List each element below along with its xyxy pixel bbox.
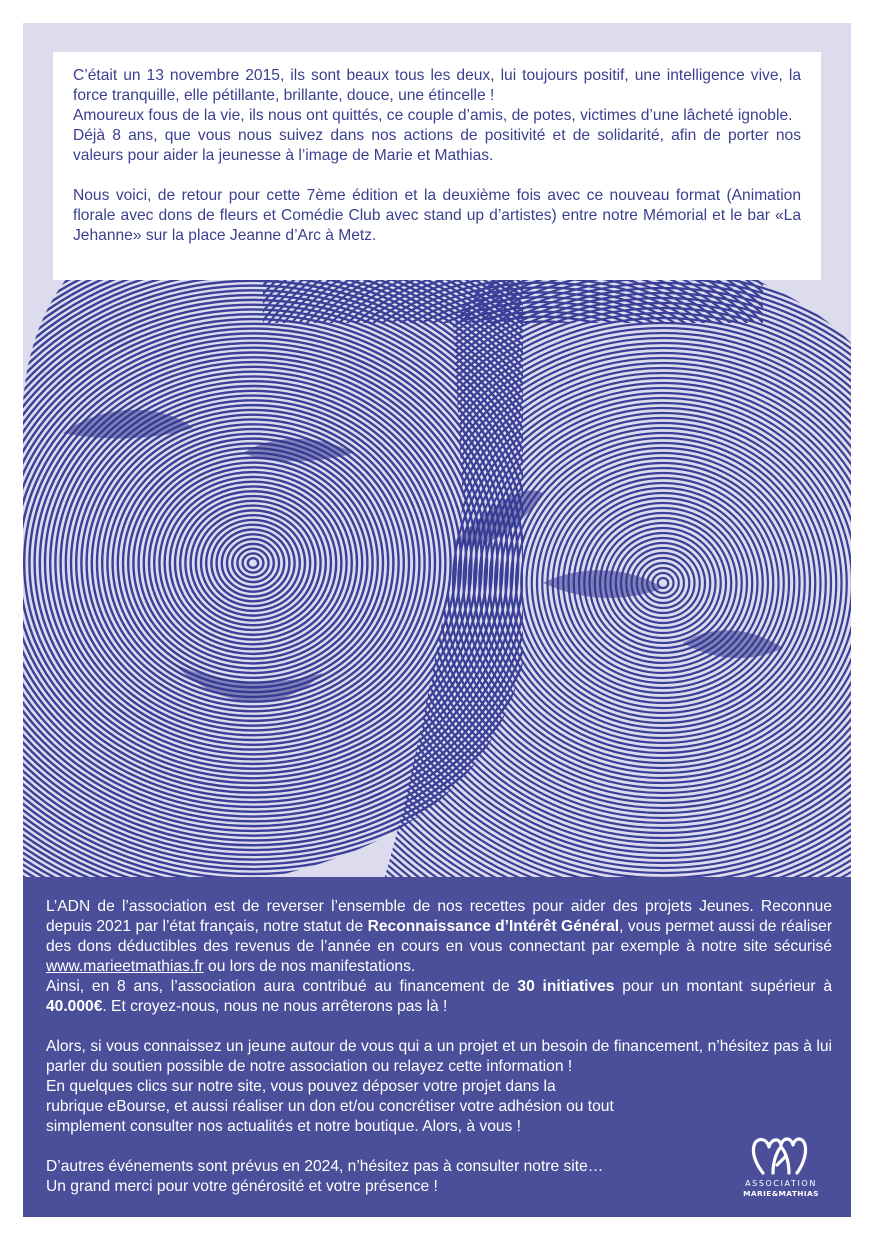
alors-line-3: rubrique eBourse, et aussi réaliser un don et/ou concrétiser votre adhésion ou tout bbox=[46, 1098, 614, 1115]
amount-value: 40.000€ bbox=[46, 998, 103, 1015]
alors-line-4: simplement consulter nos actualités et notre boutique. Alors, à vous ! bbox=[46, 1118, 521, 1135]
adn-status-text: , vous permet aussi de réaliser des dons déductibles des revenus de l’année en cours en vous connectant par exemple à notre site sécurisé bbox=[46, 918, 833, 955]
end-text: . Et croyez-nous, nous ne nous arrêterons pas là ! bbox=[102, 998, 448, 1015]
montant-text: pour un montant supérieur à bbox=[614, 978, 832, 995]
association-logo bbox=[743, 1133, 819, 1203]
heart-mm-logo-icon bbox=[743, 1133, 819, 1179]
status-label: Reconnaissance d’Intérêt Général bbox=[367, 918, 620, 935]
intro-paragraph-2: Amoureux fous de la vie, ils nous ont quittés, ce couple d’amis, de potes, victimes d’une lâcheté ignoble. bbox=[73, 107, 793, 124]
website-link[interactable]: www.marieetmathias.fr bbox=[46, 958, 204, 975]
poster bbox=[23, 23, 851, 1217]
outro-line-2: Un grand merci pour votre générosité et votre présence ! bbox=[46, 1178, 438, 1195]
intro-paragraph-1: C’était un 13 novembre 2015, ils sont beaux tous les deux, lui toujours positif, une intelligence vive, la force tranquille, elle pétillante, brillante, douce, une étincelle ! bbox=[73, 67, 801, 104]
intro-paragraph-3: Déjà 8 ans, que vous nous suivez dans nos actions de positivité et de solidarité, afin de porter nos valeurs pour aider la jeunesse à l’image de Marie et Mathias. bbox=[73, 127, 801, 164]
adn-paragraph bbox=[46, 897, 832, 977]
intro-paragraph-4: Nous voici, de retour pour cette 7ème édition et la deuxième fois avec ce nouveau format (Animation florale avec dons de fleurs et Comédie Club avec stand up d’artistes) entre notre Mémorial et le bar «La Jehanne» sur la place Jeanne d’Arc à Metz. bbox=[73, 187, 801, 244]
alors-paragraph: Alors, si vous connaissez un jeune autour de vous qui a un projet et un besoin de financement, n’hésitez pas à lui parler du soutien possible de notre association ou relayez cette information ! bbox=[46, 1038, 832, 1075]
logo-line-1: ASSOCIATION bbox=[745, 1179, 817, 1188]
outro-line-1: D’autres événements sont prévus en 2024, n’hésitez pas à consulter notre site… bbox=[46, 1158, 604, 1175]
initiatives-count: 30 initiatives bbox=[517, 978, 615, 995]
adn-site-text: ou lors de nos manifestations. bbox=[203, 958, 416, 975]
info-band bbox=[23, 877, 851, 1217]
intro-text-box bbox=[53, 52, 821, 280]
ainsi-text: Ainsi, en 8 ans, l’association aura contribué au financement de bbox=[46, 978, 518, 995]
adn-intro-text: L’ADN de l’association est de reverser l’ensemble de nos recettes pour aider des projets Jeunes. Reconnue depuis 2021 par l’état français, notre statut de bbox=[46, 898, 832, 935]
info-text bbox=[46, 897, 832, 1197]
logo-line-2: MARIE&MATHIAS bbox=[743, 1189, 819, 1198]
initiatives-paragraph bbox=[46, 977, 832, 1017]
alors-line-2: En quelques clics sur notre site, vous pouvez déposer votre projet dans la bbox=[46, 1078, 556, 1095]
